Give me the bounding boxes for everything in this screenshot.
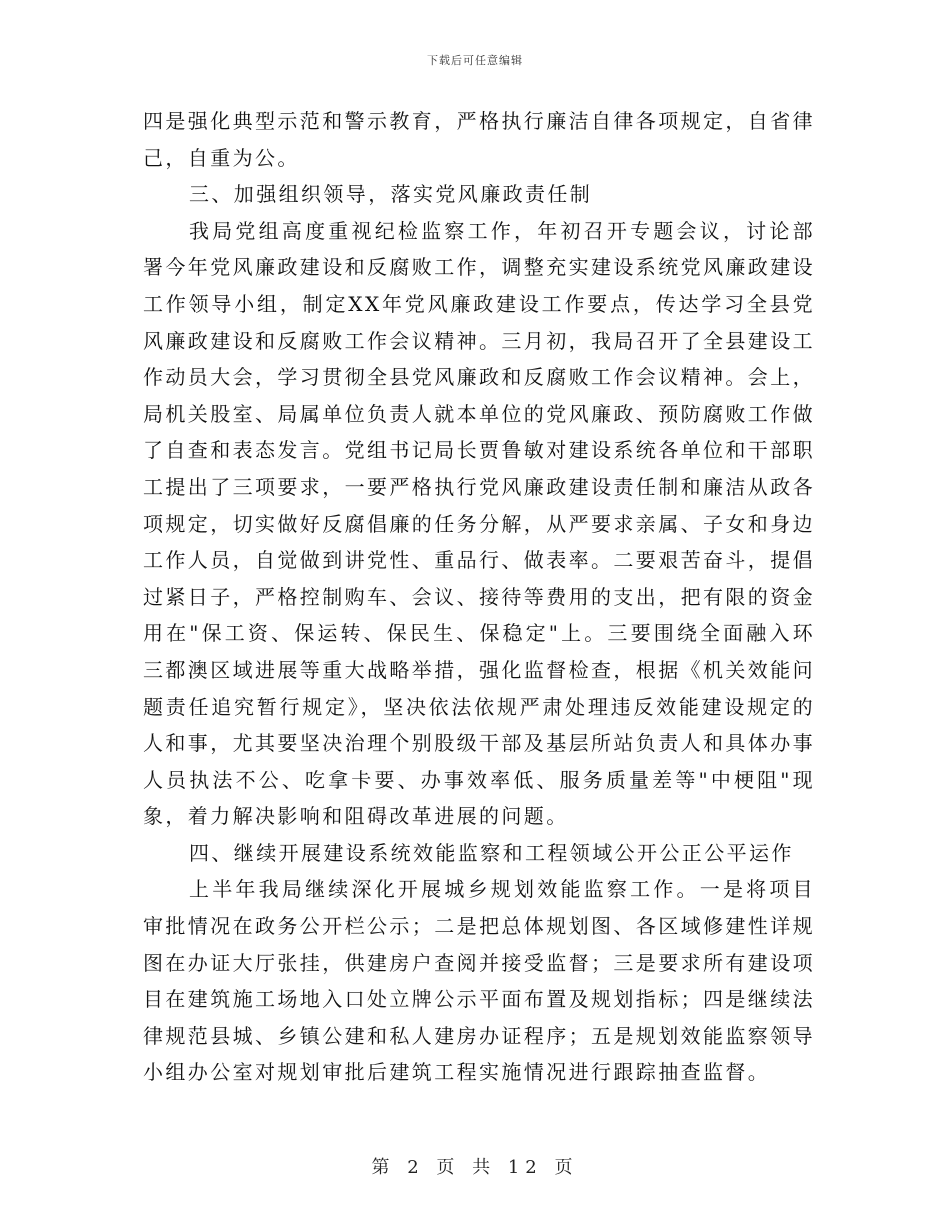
document-body [143, 103, 815, 1091]
section-heading-4: 四、继续开展建设系统效能监察和工程领域公开公正公平运作 [189, 840, 794, 865]
page-footer: 第 2 页 共 12 页 [371, 1157, 579, 1178]
paragraph-efficiency-supervision: 上半年我局继续深化开展城乡规划效能监察工作。一是将项目审批情况在政务公开栏公示；二是把总体规划图、各区域修建性详规图在办证大厅张挂，供建房户查阅并接受监督；三是要求所有建设项目在建筑施工场地入口处立牌公示平面布置及规划指标；四是继续法律规范县城、乡镇公建和私人建房办证程序；五是规划效能监察领导小组办公室对规划审批后建筑工程实施情况进行跟踪抽查监督。 [143, 877, 815, 1085]
paragraph-continuation: 四是强化典型示范和警示教育，严格执行廉洁自律各项规定，自省律己，自重为公。 [143, 109, 815, 170]
paragraph-party-leadership: 我局党组高度重视纪检监察工作，年初召开专题会议，讨论部署今年党风廉政建设和反腐败工作，调整充实建设系统党风廉政建设工作领导小组，制定XX年党风廉政建设工作要点，传达学习全县党风廉政建设和反腐败工作会议精神。三月初，我局召开了全县建设工作动员大会，学习贯彻全县党风廉政和反腐败工作会议精神。会上，局机关股室、局属单位负责人就本单位的党风廉政、预防腐败工作做了自查和表态发言。党组书记局长贾鲁敏对建设系统各单位和干部职工提出了三项要求，一要严格执行党风廉政建设责任制和廉洁从政各项规定，切实做好反腐倡廉的任务分解，从严要求亲属、子女和身边工作人员，自觉做到讲党性、重品行、做表率。二要艰苦奋斗，提倡过紧日子，严格控制购车、会议、接待等费用的支出，把有限的资金用在"保工资、保运转、保民生、保稳定"上。三要围绕全面融入环三都澳区域进展等重大战略举措，强化监督检查，根据《机关效能问题责任追究暂行规定》，坚决依法依规严肃处理违反效能建设规定的人和事，尤其要坚决治理个别股级干部及基层所站负责人和具体办事人员执法不公、吃拿卡要、办事效率低、服务质量差等"中梗阻"现象，着力解决影响和阻碍改革进展的问题。 [143, 218, 815, 829]
section-heading-3: 三、加强组织领导，落实党风廉政责任制 [189, 182, 593, 207]
header-note: 下载后可任意编辑 [427, 54, 523, 67]
